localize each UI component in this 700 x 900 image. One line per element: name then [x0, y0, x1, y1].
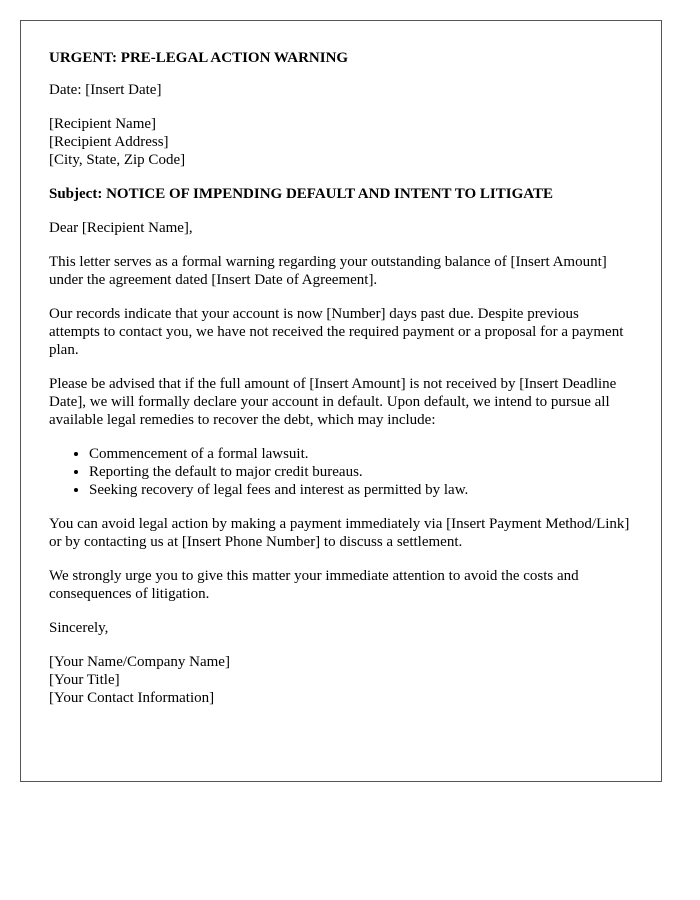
- subject-text: NOTICE OF IMPENDING DEFAULT AND INTENT TO LITIGATE: [106, 186, 553, 202]
- signature-block: [49, 653, 633, 707]
- closing-paragraph-1: You can avoid legal action by making a payment immediately via [Insert Payment Method/Link] or by contacting us at [Insert Phone Number] to discuss a settlement.: [49, 516, 630, 550]
- recipient-block: [49, 115, 633, 169]
- body-paragraph-2: Our records indicate that your account is now [Number] days past due. Despite previous attempts to contact you, we have not received the required payment or a proposal for a payment plan.: [49, 306, 624, 358]
- recipient-city-state-zip: [City, State, Zip Code]: [49, 152, 186, 168]
- date-line: Date: [Insert Date]: [49, 82, 162, 98]
- remedies-list: [49, 445, 633, 499]
- closing-paragraph-2: We strongly urge you to give this matter your immediate attention to avoid the costs and consequences of litigation.: [49, 568, 579, 602]
- body-paragraph-1: This letter serves as a formal warning regarding your outstanding balance of [Insert Amount] under the agreement dated [Insert Date of Agreement].: [49, 254, 607, 288]
- remedy-item: • Commencement of a formal lawsuit.: [89, 445, 633, 463]
- salutation: Dear [Recipient Name],: [49, 220, 193, 236]
- recipient-name: [Recipient Name]: [49, 116, 157, 132]
- remedy-item: • Reporting the default to major credit bureaus.: [89, 463, 633, 481]
- letter-title: URGENT: PRE-LEGAL ACTION WARNING: [49, 50, 349, 66]
- letter-page: [20, 20, 662, 782]
- signature-title: [Your Title]: [49, 672, 120, 688]
- recipient-address: [Recipient Address]: [49, 134, 169, 150]
- sign-off: Sincerely,: [49, 620, 109, 636]
- signature-name: [Your Name/Company Name]: [49, 654, 230, 670]
- signature-contact: [Your Contact Information]: [49, 690, 215, 706]
- subject-label: Subject:: [49, 186, 103, 202]
- remedy-item: • Seeking recovery of legal fees and interest as permitted by law.: [89, 481, 633, 499]
- body-paragraph-3: Please be advised that if the full amount of [Insert Amount] is not received by [Insert Deadline Date], we will formally declare your account in default. Upon default, we intend to pursue all available legal remedies to recover the debt, which may include:: [49, 376, 617, 428]
- subject-line: [49, 185, 633, 203]
